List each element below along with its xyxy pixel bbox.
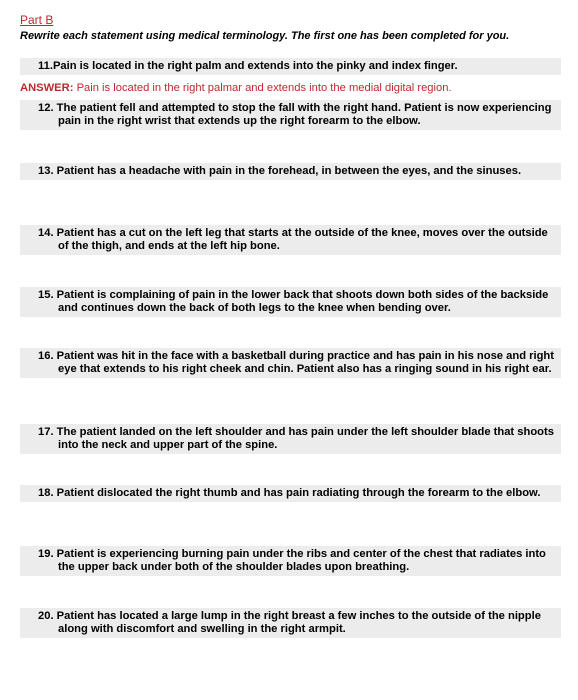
question-12 bbox=[20, 100, 561, 130]
question-number: 11. bbox=[38, 60, 53, 72]
question-number: 12. bbox=[38, 102, 54, 114]
question-19 bbox=[20, 546, 561, 576]
answer-text: Pain is located in the right palmar and extends into the medial digital region. bbox=[76, 82, 452, 94]
question-number: 16. bbox=[38, 350, 54, 362]
question-number: 19. bbox=[38, 548, 54, 560]
question-text: Patient was hit in the face with a basketball during practice and has pain in his nose and right eye that extends to his right cheek and chin. Patient also has a ringing sound in his right ear. bbox=[56, 350, 554, 375]
question-15 bbox=[20, 287, 561, 317]
question-14 bbox=[20, 225, 561, 255]
question-16 bbox=[20, 348, 561, 378]
answer-example bbox=[20, 82, 452, 94]
instructions: Rewrite each statement using medical terminology. The first one has been completed for you. bbox=[20, 30, 510, 42]
question-18 bbox=[20, 485, 561, 502]
question-text: Patient dislocated the right thumb and has pain radiating through the forearm to the elbow. bbox=[56, 487, 541, 499]
question-text: Patient has a headache with pain in the forehead, in between the eyes, and the sinuses. bbox=[56, 165, 522, 177]
question-number: 18. bbox=[38, 487, 54, 499]
question-text: Patient is complaining of pain in the lower back that shoots down both sides of the backside and continues down the back of both legs to the knee when bending over. bbox=[56, 289, 549, 314]
question-number: 20. bbox=[38, 610, 54, 622]
question-20 bbox=[20, 608, 561, 638]
question-11 bbox=[20, 58, 561, 75]
question-number: 17. bbox=[38, 426, 54, 438]
question-text: Pain is located in the right palm and extends into the pinky and index finger. bbox=[52, 60, 458, 72]
question-number: 15. bbox=[38, 289, 54, 301]
question-number: 14. bbox=[38, 227, 54, 239]
question-text: Patient has located a large lump in the right breast a few inches to the outside of the nipple along with discomfort and swelling in the right armpit. bbox=[56, 610, 541, 635]
question-text: The patient landed on the left shoulder and has pain under the left shoulder blade that shoots into the neck and upper part of the spine. bbox=[56, 426, 554, 451]
part-title: Part B bbox=[20, 13, 54, 27]
question-text: Patient has a cut on the left leg that starts at the outside of the knee, moves over the outside of the thigh, and ends at the left hip bone. bbox=[56, 227, 548, 252]
question-text: Patient is experiencing burning pain under the ribs and center of the chest that radiates into the upper back under both of the shoulder blades upon breathing. bbox=[56, 548, 546, 573]
question-number: 13. bbox=[38, 165, 54, 177]
question-17 bbox=[20, 424, 561, 454]
answer-label: ANSWER: bbox=[20, 82, 74, 94]
question-13 bbox=[20, 163, 561, 180]
question-text: The patient fell and attempted to stop the fall with the right hand. Patient is now experiencing pain in the right wrist that extends up the right forearm to the elbow. bbox=[56, 102, 552, 127]
